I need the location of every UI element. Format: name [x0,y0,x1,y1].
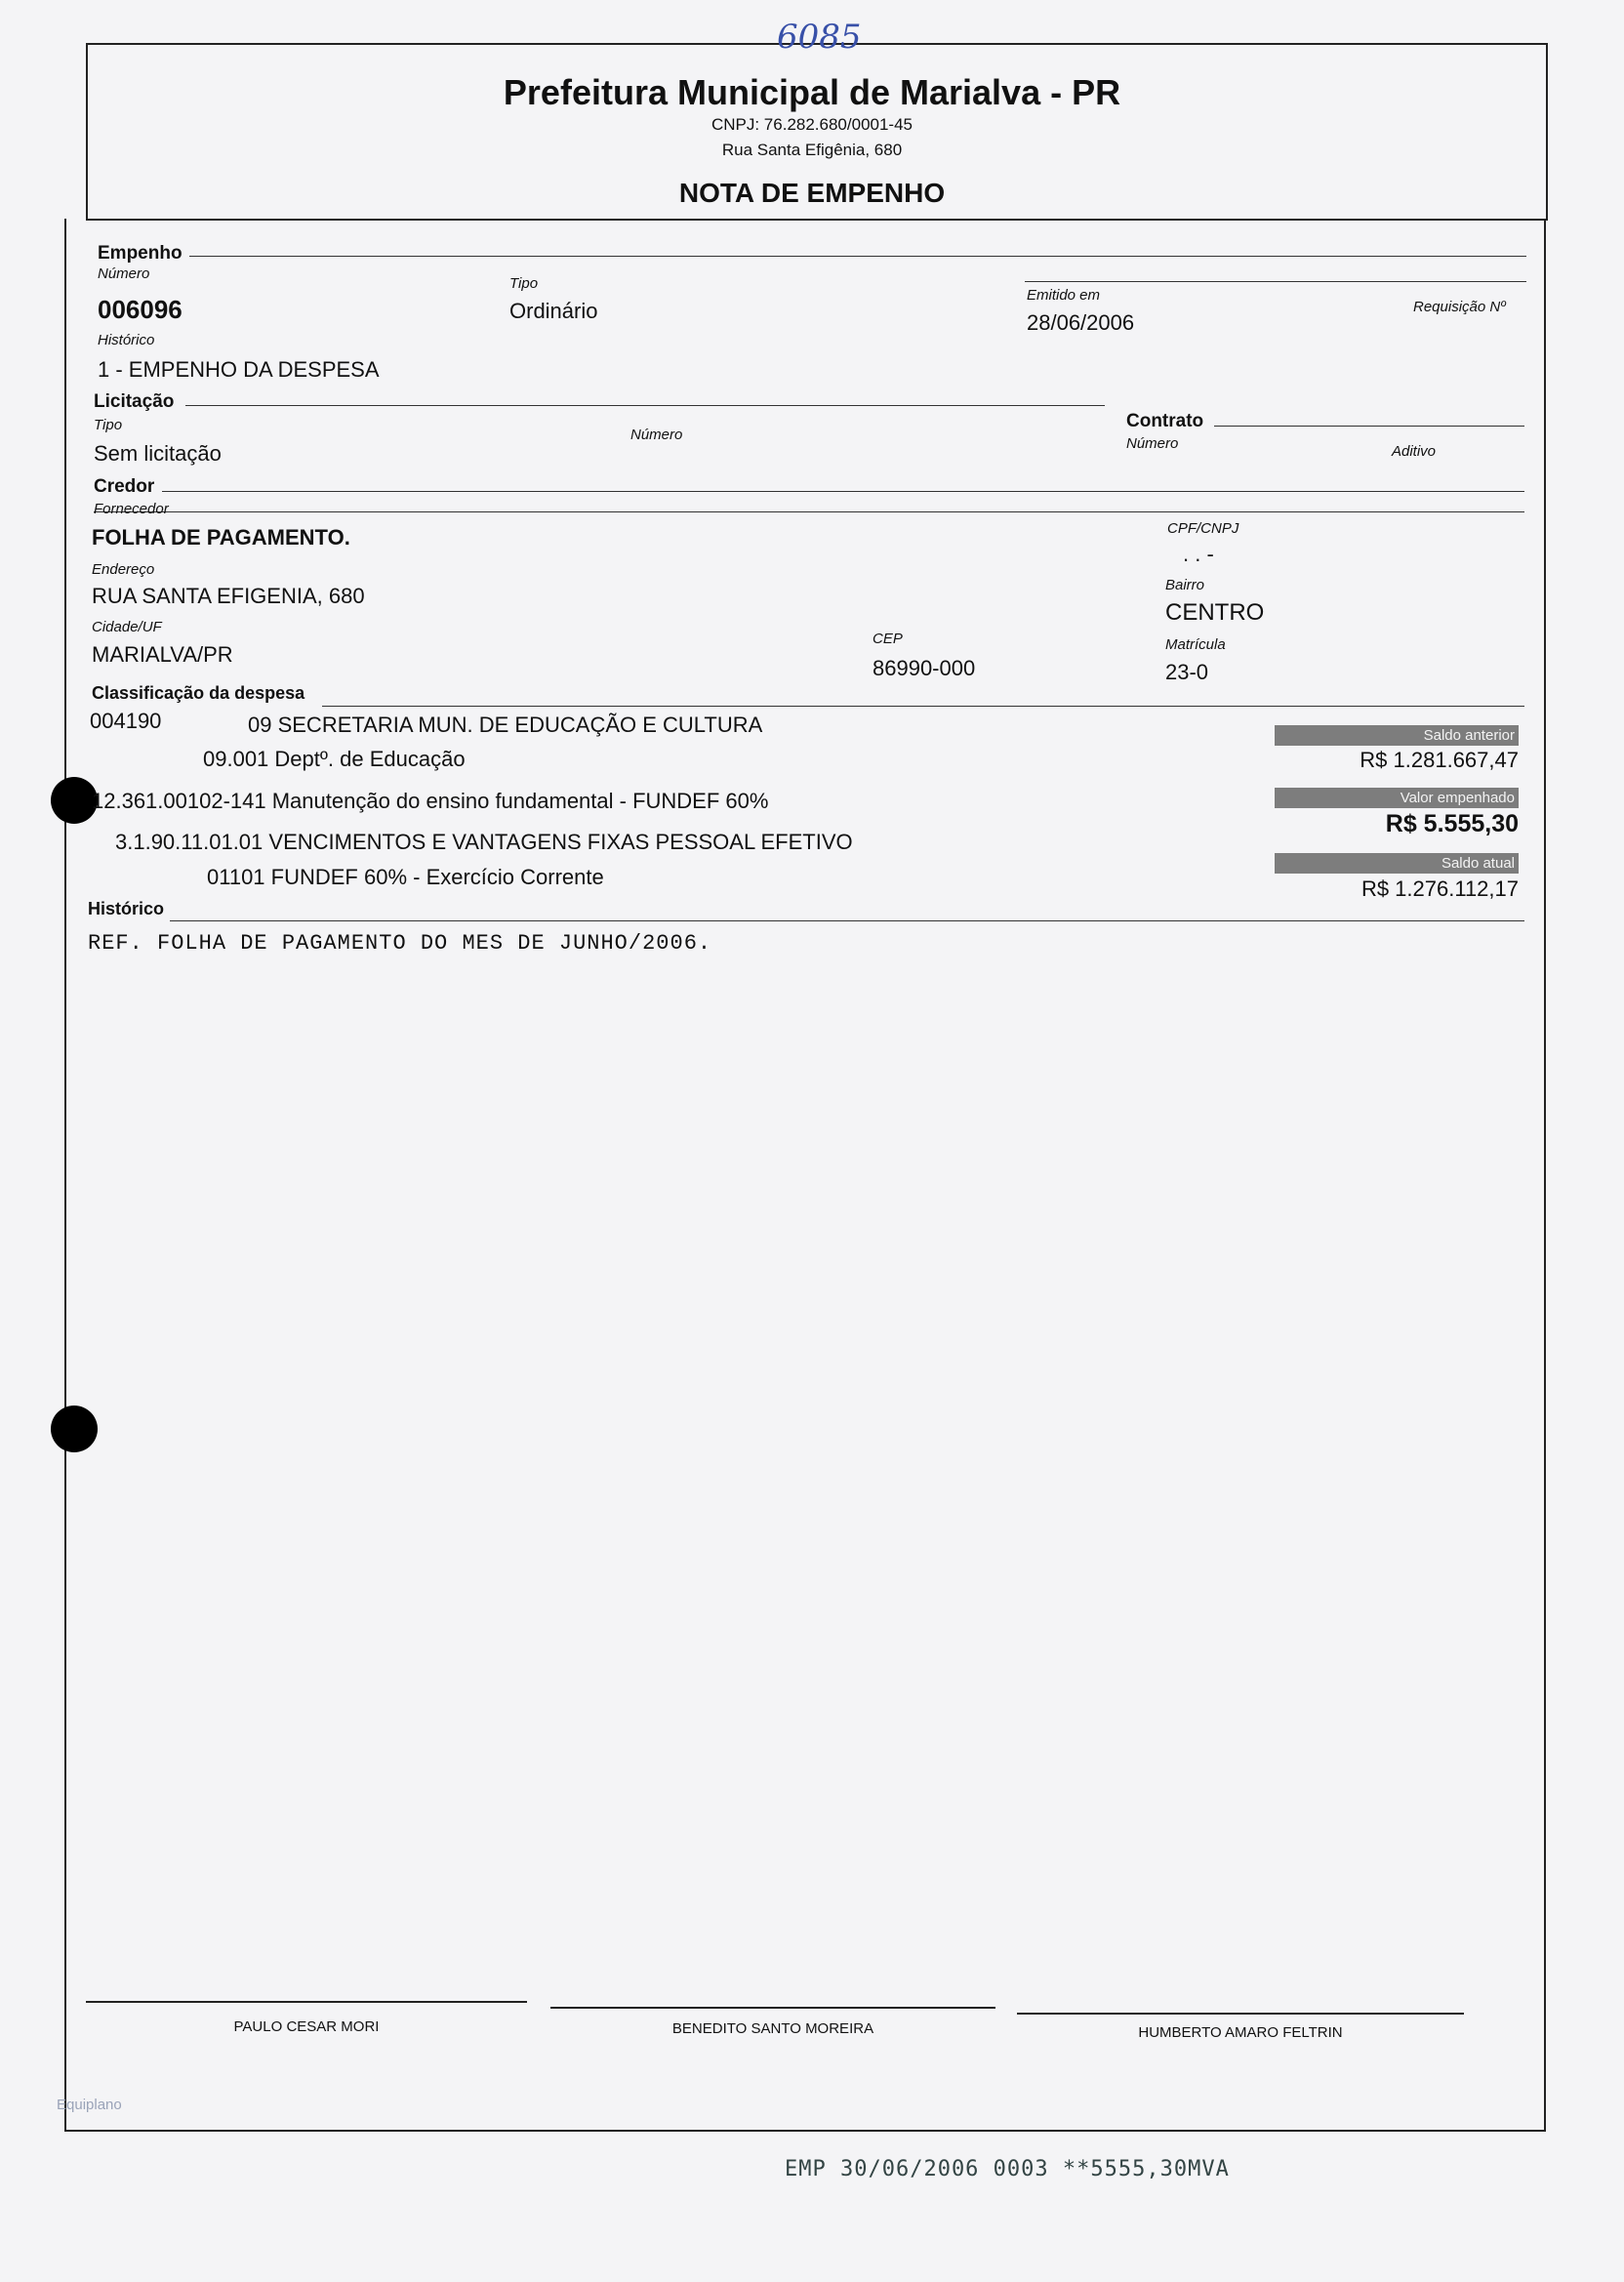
historico-rule [170,920,1524,921]
classificacao-section-title: Classificação da despesa [92,683,305,703]
frame-left-border [64,219,66,2130]
licitacao-rule [185,405,1105,406]
contrato-rule [1214,426,1524,427]
handwritten-number: 6085 [777,18,862,57]
classificacao-programa: 12.361.00102-141 Manutenção do ensino fundamental - FUNDEF 60% [92,789,769,813]
signature-name-1: PAULO CESAR MORI [233,2018,380,2035]
empenho-field-rule [1025,281,1526,282]
punch-hole-bottom [51,1406,98,1452]
credor-section-title: Credor [94,476,155,497]
fornecedor-value: FOLHA DE PAGAMENTO. [92,525,350,550]
contrato-numero-label: Número [1126,435,1179,452]
contrato-aditivo-label: Aditivo [1392,443,1437,460]
matricula-label: Matrícula [1165,636,1226,653]
classificacao-rule [322,706,1524,707]
cidade-label: Cidade/UF [92,619,162,635]
signature-line-2 [550,2007,995,2009]
frame-right-border [1544,219,1546,2130]
licitacao-numero-label: Número [630,427,683,443]
footer-brand: Equiplano [57,2097,122,2113]
emitido-date: 28/06/2006 [1027,310,1135,335]
valor-empenhado-value: R$ 5.555,30 [1385,810,1519,837]
emitido-label: Emitido em [1027,287,1101,304]
endereco-label: Endereço [92,561,155,578]
classificacao-fonte: 01101 FUNDEF 60% - Exercício Corrente [207,865,604,889]
frame-bottom-border [64,2130,1546,2132]
fornecedor-label: Fornecedor [94,501,169,517]
cashier-stamp: EMP 30/06/2006 0003 **5555,30MVA [785,2157,1230,2181]
requisicao-label: Requisição Nº [1413,299,1506,315]
credor-field-rule [94,511,1524,512]
contrato-section-title: Contrato [1126,411,1204,431]
address-text: Rua Santa Efigênia, 680 [721,141,903,159]
bairro-label: Bairro [1165,577,1205,593]
licitacao-section-title: Licitação [94,391,175,412]
cpf-value: . . - [1183,542,1214,566]
licitacao-tipo-label: Tipo [94,417,123,433]
empenho-tipo-label: Tipo [509,275,539,292]
matricula-value: 23-0 [1165,660,1209,684]
empenho-numero-label: Número [98,265,150,282]
signature-name-3: HUMBERTO AMARO FELTRIN [1138,2024,1343,2041]
classificacao-secretaria: 09 SECRETARIA MUN. DE EDUCAÇÃO E CULTURA [248,713,763,737]
cpf-label: CPF/CNPJ [1167,520,1239,537]
saldo-atual-bar: Saldo atual [1275,853,1519,874]
saldo-anterior-bar: Saldo anterior [1275,725,1519,746]
empenho-tipo: Ordinário [509,299,598,323]
historico-section-title: Histórico [88,899,165,918]
classificacao-elemento: 3.1.90.11.01.01 VENCIMENTOS E VANTAGENS FIXAS PESSOAL EFETIVO [115,830,853,854]
cep-label: CEP [873,631,903,647]
signature-line-3 [1017,2013,1464,2015]
historico-text: REF. FOLHA DE PAGAMENTO DO MES DE JUNHO/2006. [88,931,712,956]
signature-name-2: BENEDITO SANTO MOREIRA [671,2020,874,2037]
classificacao-departamento: 09.001 Deptº. de Educação [203,747,466,771]
empenho-rule [189,256,1526,257]
empenho-numero: 006096 [98,295,183,324]
empenho-historico-label: Histórico [98,332,155,348]
signature-line-1 [86,2001,527,2003]
classificacao-code: 004190 [90,709,162,733]
saldo-anterior-value: R$ 1.281.667,47 [1360,748,1519,772]
document-title: NOTA DE EMPENHO [678,178,946,208]
empenho-section-title: Empenho [98,243,183,264]
municipality-title: Prefeitura Municipal de Marialva - PR [503,72,1121,112]
cidade-value: MARIALVA/PR [92,642,233,667]
cnpj-text: CNPJ: 76.282.680/0001-45 [710,115,914,134]
licitacao-tipo: Sem licitação [94,441,222,466]
endereco-value: RUA SANTA EFIGENIA, 680 [92,584,365,608]
bairro-value: CENTRO [1165,599,1265,626]
header-divider [86,219,1546,221]
valor-empenhado-bar: Valor empenhado [1275,788,1519,808]
empenho-historico: 1 - EMPENHO DA DESPESA [98,357,380,382]
credor-rule [162,491,1524,492]
punch-hole-top [51,777,98,824]
saldo-atual-value: R$ 1.276.112,17 [1360,876,1519,901]
cep-value: 86990-000 [873,656,976,680]
